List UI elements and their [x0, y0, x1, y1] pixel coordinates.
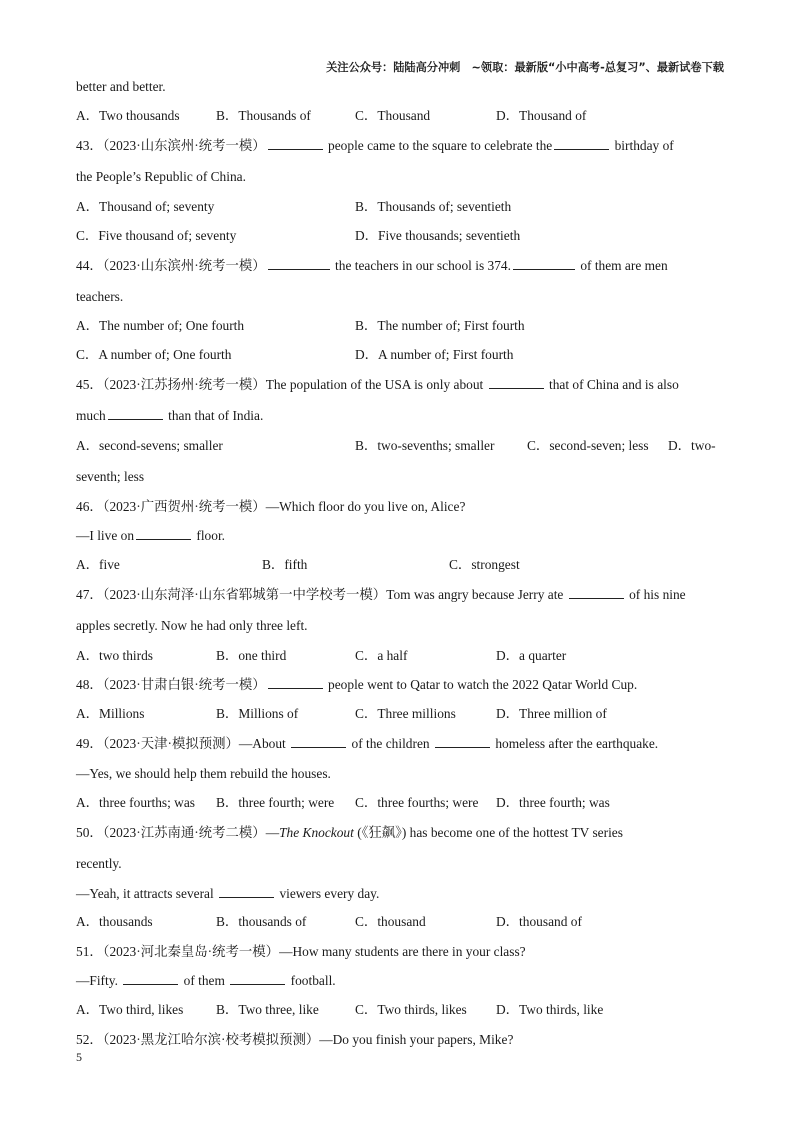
option-a: A．Thousand of; seventy	[76, 199, 215, 214]
option-d: D．A number of; First fourth	[355, 347, 514, 362]
option-b: B．three fourth; were	[216, 795, 335, 810]
question-number: 45．（2023·江苏扬州·统考一模）	[76, 377, 266, 392]
option-c: C．A number of; One fourth	[76, 347, 232, 362]
question-52	[76, 1032, 513, 1048]
question-text: —I live on	[76, 528, 135, 543]
answer-blank	[569, 587, 624, 599]
question-text: of them	[183, 973, 225, 988]
question-number: 51．（2023·河北秦皇岛·统考一模）	[76, 944, 280, 959]
option-a: A．Two third, likes	[76, 1002, 184, 1017]
question-text-line	[76, 528, 225, 544]
question-47	[76, 587, 686, 603]
question-number: 46．（2023·广西贺州·统考一模）	[76, 499, 266, 514]
answer-blank	[554, 138, 609, 150]
answer-blank	[291, 736, 346, 748]
option-c: C．thousand	[355, 914, 426, 929]
question-text: the teachers in our school is 374.	[335, 258, 511, 273]
question-number: 44．（2023·山东滨州·统考一模）	[76, 258, 266, 273]
option-c: C．Thousand	[355, 108, 431, 123]
question-text: —How many students are there in your class?	[279, 944, 526, 959]
question-number: 48．（2023·甘肃白银·统考一模）	[76, 677, 266, 692]
question-48	[76, 677, 637, 693]
question-51	[76, 944, 526, 960]
option-a: A．second-sevens; smaller	[76, 438, 223, 453]
answer-blank	[268, 258, 330, 270]
option-c: C．second-seven; less	[527, 438, 649, 453]
question-text: people went to Qatar to watch the 2022 Qatar World Cup.	[328, 677, 638, 692]
question-text: of them are men	[580, 258, 668, 273]
option-c: C．Two thirds, likes	[355, 1002, 467, 1017]
option-d: D．Five thousands; seventieth	[355, 228, 521, 243]
option-b: B．Two three, like	[216, 1002, 319, 1017]
question-text: —Yes, we should help them rebuild the houses.	[76, 766, 331, 781]
option-a: A．Two thousands	[76, 108, 180, 123]
option-b: B．The number of; First fourth	[355, 318, 525, 333]
question-text: of his nine	[629, 587, 686, 602]
option-d: D．Thousand of	[496, 108, 587, 123]
answer-blank	[108, 408, 163, 420]
option-d: D．thousand of	[496, 914, 582, 929]
question-number: 47．（2023·山东菏泽·山东省郓城第一中学校考一模）	[76, 587, 387, 602]
question-text: homeless after the earthquake.	[495, 736, 659, 751]
answer-blank	[435, 736, 490, 748]
question-text: the People’s Republic of China.	[76, 169, 246, 184]
question-text: than that of India.	[168, 408, 264, 423]
option-b: B．two-sevenths; smaller	[355, 438, 495, 453]
option-b: B．thousands of	[216, 914, 307, 929]
option-b: B．Thousands of; seventieth	[355, 199, 512, 214]
option-a: A．thousands	[76, 914, 153, 929]
question-text: that of China and is also	[548, 377, 679, 392]
option-d: D．Two thirds, like	[496, 1002, 604, 1017]
question-number: 49．（2023·天津·模拟预测）	[76, 736, 239, 751]
answer-blank	[230, 973, 285, 985]
question-text-line	[76, 408, 263, 424]
option-c: C．strongest	[449, 557, 520, 572]
option-c: C．Three millions	[355, 706, 456, 721]
answer-blank	[123, 973, 178, 985]
question-46	[76, 499, 465, 515]
question-text: football.	[290, 973, 336, 988]
question-text-line	[76, 886, 379, 902]
option-a: A．two thirds	[76, 648, 153, 663]
option-d: D．Three million of	[496, 706, 607, 721]
option-a: A．five	[76, 557, 120, 572]
question-number: 43．（2023·山东滨州·统考一模）	[76, 138, 266, 153]
question-text: recently.	[76, 856, 122, 871]
answer-blank	[136, 528, 191, 540]
question-text: —Yeah, it attracts several	[76, 886, 214, 901]
question-44	[76, 258, 668, 274]
question-text: teachers.	[76, 289, 124, 304]
option-d-continued: seventh; less	[76, 469, 145, 484]
option-b: B．one third	[216, 648, 287, 663]
option-b: B．fifth	[262, 557, 308, 572]
option-c: C．a half	[355, 648, 408, 663]
option-a: A．three fourths; was	[76, 795, 195, 810]
question-text: —Fifty.	[76, 973, 118, 988]
question-text: (《狂飙》) has become one of the hottest TV series	[353, 825, 623, 840]
question-text: of the children	[351, 736, 430, 751]
question-50	[76, 825, 623, 841]
option-c: C．Five thousand of; seventy	[76, 228, 237, 243]
option-c: C．three fourths; were	[355, 795, 479, 810]
question-text: much	[76, 408, 106, 423]
option-d: D．a quarter	[496, 648, 567, 663]
question-text: floor.	[196, 528, 226, 543]
question-text: people came to the square to celebrate the	[328, 138, 553, 153]
option-b: B．Thousands of	[216, 108, 311, 123]
option-a: A．Millions	[76, 706, 145, 721]
question-text: better and better.	[76, 79, 166, 94]
option-d: D．two-	[668, 438, 716, 453]
answer-blank	[268, 677, 323, 689]
answer-blank	[268, 138, 323, 150]
option-a: A．The number of; One fourth	[76, 318, 245, 333]
option-d: D．three fourth; was	[496, 795, 610, 810]
page-header: 关注公众号：陆陆高分冲刺 ~领取：最新版“小中高考-总复习”、最新试卷下载	[326, 61, 724, 74]
question-number: 50．（2023·江苏南通·统考二模）	[76, 825, 266, 840]
question-text: apples secretly. Now he had only three left.	[76, 618, 308, 633]
show-title: The Knockout	[279, 825, 354, 840]
answer-blank	[489, 377, 544, 389]
question-text: —Do you finish your papers, Mike?	[319, 1032, 514, 1047]
question-49	[76, 736, 658, 752]
question-text: —	[265, 825, 280, 840]
answer-blank	[513, 258, 575, 270]
question-text: The population of the USA is only about	[265, 377, 484, 392]
question-43	[76, 138, 674, 154]
option-b: B．Millions of	[216, 706, 299, 721]
question-text: —Which floor do you live on, Alice?	[265, 499, 466, 514]
answer-blank	[219, 886, 274, 898]
question-text: birthday of	[614, 138, 674, 153]
question-45	[76, 377, 679, 393]
question-text: viewers every day.	[279, 886, 380, 901]
question-text: —About	[238, 736, 286, 751]
question-text: Tom was angry because Jerry ate	[386, 587, 564, 602]
page-number: 5	[76, 1050, 82, 1064]
question-text-line	[76, 973, 336, 989]
question-number: 52．（2023·黑龙江哈尔滨·校考模拟预测）	[76, 1032, 320, 1047]
